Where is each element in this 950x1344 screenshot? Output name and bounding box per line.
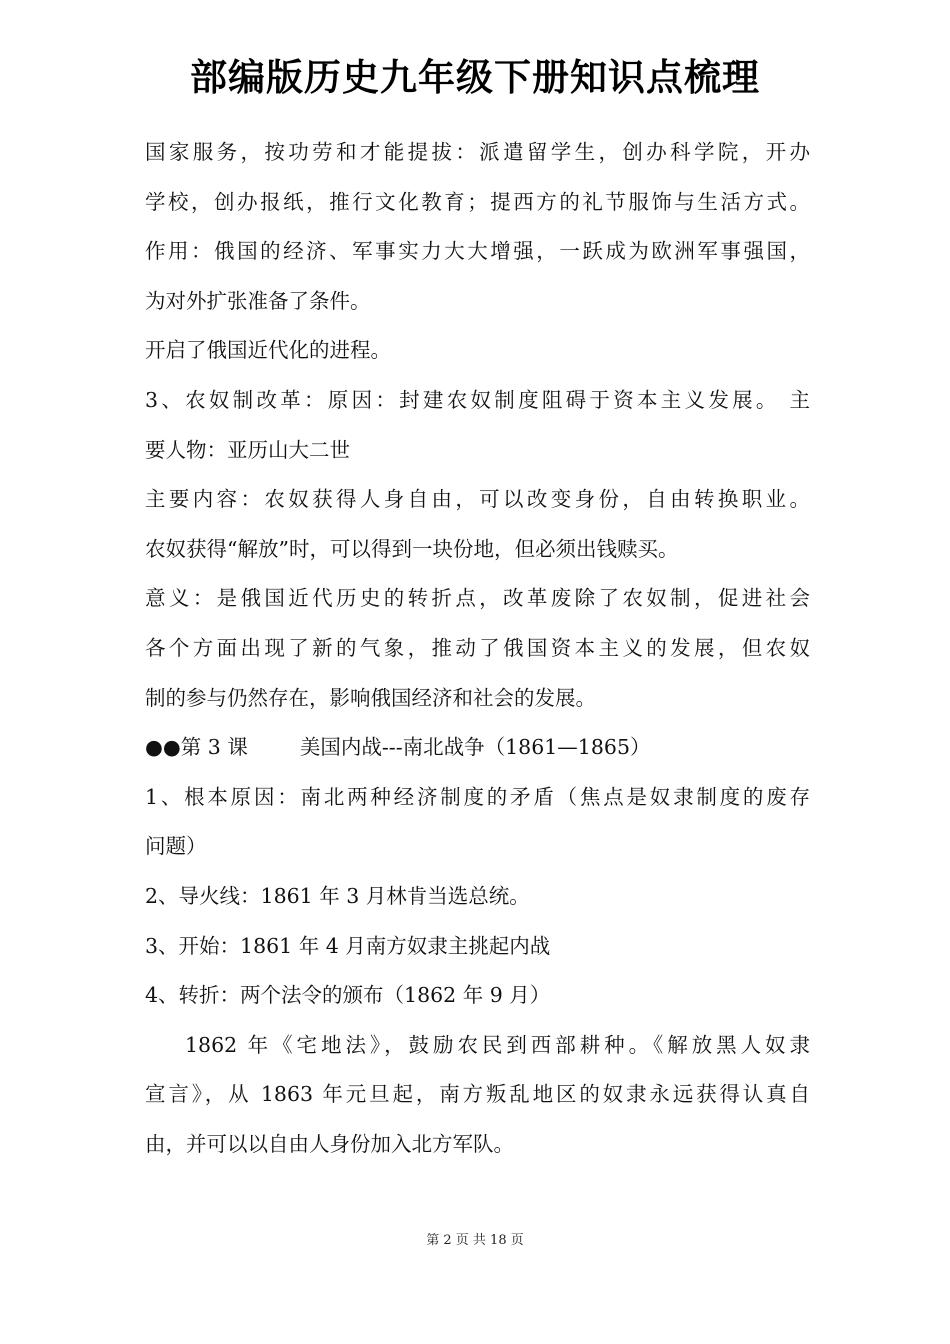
text-line: 由，并可以以自由人身份加入北方军队。 [145, 1131, 514, 1156]
text-line: 各个方面出现了新的气象，推动了俄国资本主义的发展，但农奴 [145, 635, 810, 660]
text-line: 农奴获得“解放”时，可以得到一块份地，但必须出钱赎买。 [145, 536, 679, 561]
document-body [145, 128, 810, 1169]
text-line: 1862 年《宅地法》，鼓励农民到西部耕种。《解放黑人奴隶 [185, 1032, 810, 1057]
text-line: 开启了俄国近代化的进程。 [145, 338, 391, 363]
text-line: 国家服务，按功劳和才能提拔：派遣留学生，创办科学院，开办 [145, 140, 810, 164]
text-segment: 主 [789, 387, 810, 412]
lesson-title: 美国内战---南北战争（1861—1865） [299, 735, 651, 760]
lesson-number: ●●第 3 课 [145, 735, 248, 760]
text-line [145, 376, 810, 426]
text-line: 制的参与仍然存在，影响俄国经济和社会的发展。 [145, 685, 596, 710]
text-line: 学校，创办报纸，推行文化教育；提西方的礼节服饰与生活方式。 [145, 189, 810, 214]
text-segment: 3、农奴制改革：原因：封建农奴制度阻碍于资本主义发展。 [145, 387, 780, 412]
text-line: 4、转折：两个法令的颁布（1862 年 9 月） [145, 983, 551, 1008]
text-line: 3、开始：1861 年 4 月南方奴隶主挑起内战 [145, 933, 551, 958]
text-line: 2、导火线：1861 年 3 月林肯当选总统。 [145, 883, 530, 908]
text-line: 意义：是俄国近代历史的转折点，改革废除了农奴制，促进社会 [145, 586, 810, 611]
page-title: 部编版历史九年级下册知识点梳理 [190, 56, 760, 99]
text-line: 宣言》，从 1863 年元旦起，南方叛乱地区的奴隶永远获得认真自 [145, 1082, 810, 1107]
text-line: 要人物：亚历山大二世 [145, 437, 350, 462]
text-line: 作用：俄国的经济、军事实力大大增强，一跃成为欧洲军事强国， [145, 239, 810, 264]
text-line: 1、根本原因：南北两种经济制度的矛盾（焦点是奴隶制度的废存 [145, 784, 810, 809]
text-line: 为对外扩张准备了条件。 [145, 288, 371, 313]
page-footer: 第 2 页 共 18 页 [426, 1233, 524, 1248]
text-line: 问题） [145, 834, 207, 859]
text-line: 主要内容：农奴获得人身自由，可以改变身份，自由转换职业。 [145, 487, 810, 512]
lesson-heading [145, 723, 810, 773]
